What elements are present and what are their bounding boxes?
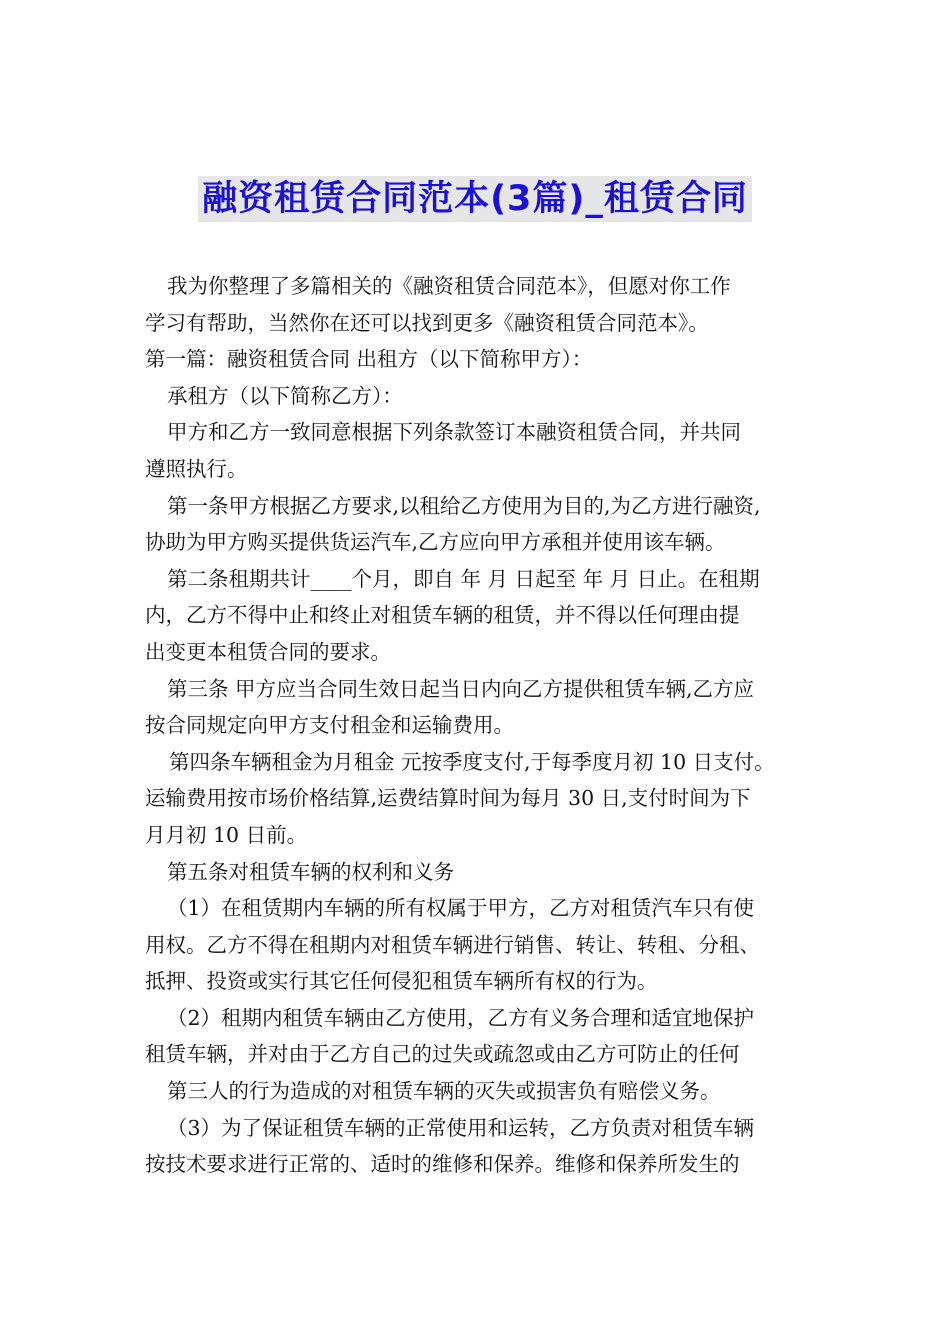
document-title: 融资租赁合同范本(3篇)_租赁合同 (198, 176, 752, 222)
paragraph-line: 协助为甲方购买提供货运汽车,乙方应向甲方承租并使用该车辆。 (145, 530, 726, 555)
paragraph-line: （3）为了保证租赁车辆的正常使用和运转，乙方负责对租赁车辆 (167, 1115, 755, 1140)
paragraph-line: 第五条对租赁车辆的权利和义务 (167, 859, 454, 884)
paragraph-line: 我为你整理了多篇相关的《融资租赁合同范本》，但愿对你工作 (167, 274, 731, 298)
paragraph-line: 学习有帮助，当然你在还可以找到更多《融资租赁合同范本》。 (145, 310, 709, 335)
paragraph-line: 甲方和乙方一致同意根据下列条款签订本融资租赁合同，并共同 (167, 420, 741, 445)
document-body (145, 268, 825, 1183)
paragraph-line: 承租方（以下简称乙方）： (167, 383, 403, 408)
paragraph-line: 第一条甲方根据乙方要求,以租给乙方使用为目的,为乙方进行融资, (167, 493, 761, 518)
paragraph-line: 按合同规定向甲方支付租金和运输费用。 (145, 713, 514, 738)
paragraph-line: 内，乙方不得中止和终止对租赁车辆的租赁，并不得以任何理由提 (145, 603, 740, 628)
paragraph-line: 抵押、投资或实行其它任何侵犯租赁车辆所有权的行为。 (145, 969, 658, 994)
paragraph-line: 遵照执行。 (145, 456, 248, 481)
paragraph-line: 运输费用按市场价格结算,运费结算时间为每月 30 日,支付时间为下 (145, 786, 751, 811)
paragraph-line: （1）在租赁期内车辆的所有权属于甲方，乙方对租赁汽车只有使 (167, 896, 755, 921)
paragraph-line: 月月初 10 日前。 (145, 822, 308, 847)
paragraph-line: 第三条 甲方应当合同生效日起当日内向乙方提供租赁车辆,乙方应 (167, 676, 755, 701)
paragraph-line: 用权。乙方不得在租期内对租赁车辆进行销售、转让、转租、分租、 (145, 932, 760, 957)
paragraph-line: 出变更本租赁合同的要求。 (145, 639, 391, 664)
title-container (0, 176, 950, 222)
paragraph-line: 第二条租期共计____个月，即自 年 月 日起至 年 月 日止。在租期 (167, 566, 760, 591)
paragraph-line: （2）租期内租赁车辆由乙方使用，乙方有义务合理和适宜地保护 (167, 1005, 755, 1030)
paragraph-line: 第三人的行为造成的对租赁车辆的灭失或损害负有赔偿义务。 (167, 1079, 721, 1104)
paragraph-line: 第四条车辆租金为月租金 元按季度支付,于每季度月初 10 日支付。 (169, 749, 775, 774)
paragraph-line: 第一篇：融资租赁合同 出租方（以下简称甲方）： (145, 347, 593, 372)
paragraph-line: 按技术要求进行正常的、适时的维修和保养。维修和保养所发生的 (145, 1152, 740, 1177)
paragraph-line: 租赁车辆，并对由于乙方自己的过失或疏忽或由乙方可防止的任何 (145, 1042, 740, 1067)
